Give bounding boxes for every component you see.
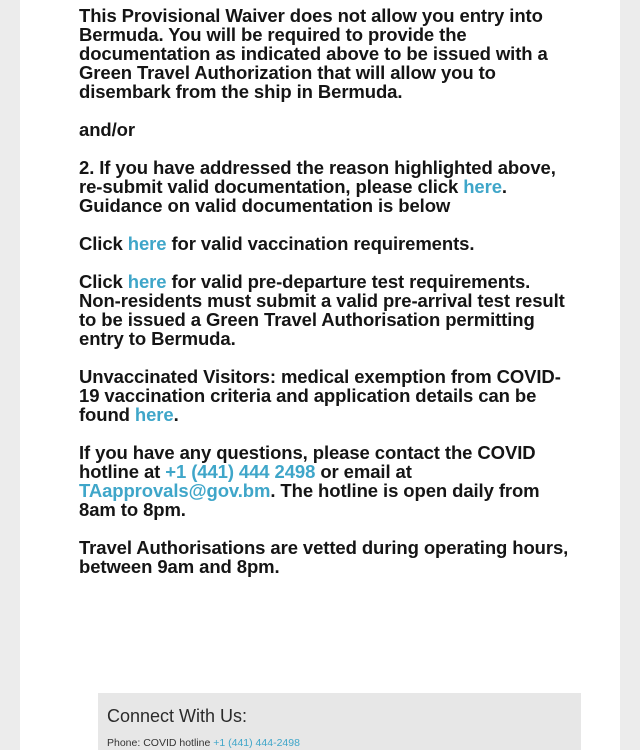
resubmit-link[interactable]: here	[463, 176, 502, 197]
footer-phone: Phone: COVID hotline +1 (441) 444-2498	[107, 737, 300, 749]
resubmit-paragraph: 2. If you have addressed the reason highlighted above, re-submit valid documentation, please click here. Guidance on valid documentation is below	[79, 157, 556, 216]
exemption-link[interactable]: here	[134, 404, 174, 425]
hotline-phone-link[interactable]: +1 (441) 444 2498	[165, 461, 316, 482]
unvaccinated-paragraph: Unvaccinated Visitors: medical exemption from COVID-19 vaccination criteria and application details can be found here.	[79, 366, 561, 425]
vaccination-link[interactable]: here	[127, 233, 167, 254]
test-paragraph: Click here for valid pre-departure test requirements. Non-residents must submit a valid pre-arrival test result to be issued a Green Travel Authorisation permitting entry to Bermuda.	[79, 271, 565, 349]
vetting-hours-paragraph: Travel Authorisations are vetted during operating hours, between 9am and 8pm.	[79, 537, 569, 577]
footer-title: Connect With Us:	[107, 706, 248, 726]
message-body	[79, 6, 579, 595]
connect-footer	[98, 693, 581, 750]
footer-phone-link[interactable]: +1 (441) 444-2498	[213, 737, 300, 749]
waiver-paragraph: This Provisional Waiver does not allow you entry into Bermuda. You will be required to provide the documentation as indicated above to be issued with a Green Travel Authorization that will allow you to disembark from the ship in Bermuda.	[79, 5, 548, 102]
email-link[interactable]: TAapprovals@gov.bm	[79, 480, 271, 501]
contact-paragraph: If you have any questions, please contact the COVID hotline at +1 (441) 444 2498 or email at TAapprovals@gov.bm. The hotline is open daily from 8am to 8pm.	[79, 442, 540, 520]
non-residents-text: Non-residents must submit a valid pre-arrival test result to be issued a Green Travel Authorisation permitting entry to Bermuda.	[79, 290, 565, 349]
vaccination-paragraph: Click here for valid vaccination requirements.	[79, 233, 475, 254]
page	[20, 0, 620, 750]
and-or-text: and/or	[79, 119, 135, 140]
test-requirements-link[interactable]: here	[127, 271, 167, 292]
